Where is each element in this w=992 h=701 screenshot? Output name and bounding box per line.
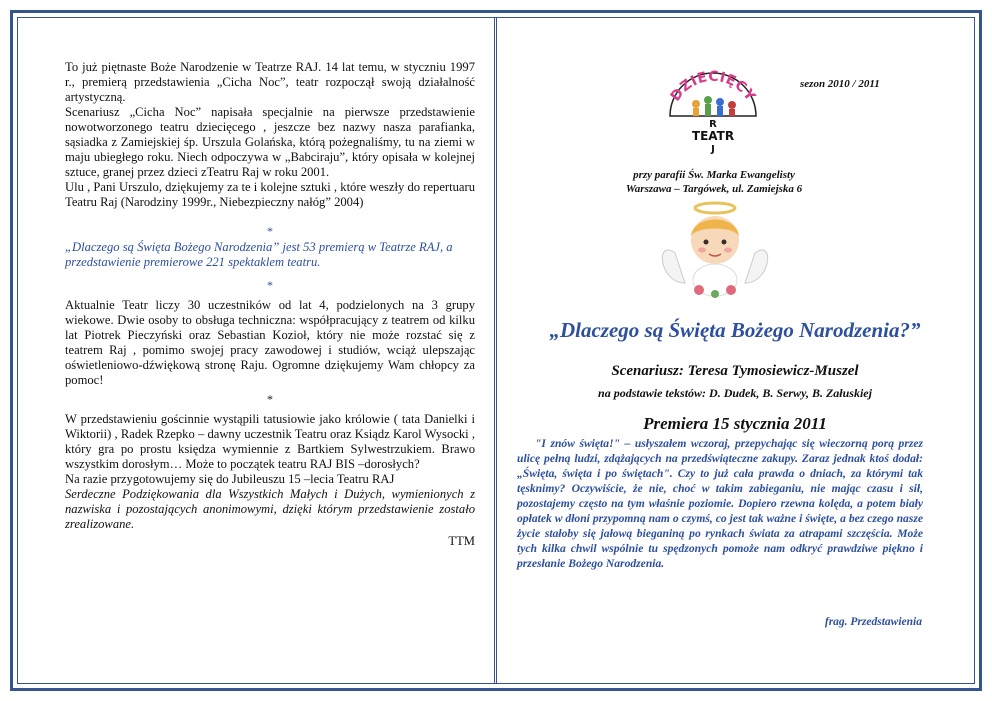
separator-star: * [267, 392, 273, 406]
season-label: sezon 2010 / 2011 [800, 78, 880, 90]
intro-paragraph-1: To już piętnaste Boże Narodzenie w Teatrze RAJ. 14 lat temu, w styczniu 1997 r., premierą przedstawienia „Cicha Noc”, teatr rozpoczął swoją działalność artystyczną. [65, 60, 475, 104]
parish-line-1: przy parafii Św. Marka Ewangelisty [633, 169, 795, 181]
play-title: „Dlaczego są Święta Bożego Narodzenia?” [549, 318, 921, 342]
script-author: Scenariusz: Teresa Tymosiewicz-Muszel [611, 363, 859, 379]
signature: TTM [448, 534, 475, 548]
parish-info [600, 168, 828, 196]
thanks-paragraph: Serdeczne Podziękowania dla Wszystkich Małych i Dużych, wymienionych z nazwiska i pozostających anonimowymi, dzięki którym przedstawienie zostało zrealizowane. [65, 487, 475, 531]
based-on: na podstawie tekstów: D. Dudek, B. Serwy, B. Załuskiej [598, 386, 872, 400]
guests-paragraph: W przedstawieniu gościnnie wystąpili tatusiowie jako królowie ( tata Danielki i Wiktorii) , Radek Rzepko – dawny uczestnik Teatru oraz Ksiądz Karol Wysocki , który gra po prostu księdza wymiennie z Bartkiem Sylwestrzukiem. Brawo wszystkim dorosłym… Może to początek teatru RAJ BIS –dorosłych? [65, 412, 475, 471]
fragment-label: frag. Przedstawienia [824, 616, 922, 628]
left-column [65, 60, 475, 549]
theatre-logo [662, 60, 764, 160]
svg-text:J: J [711, 144, 715, 155]
angel-illustration [655, 198, 775, 302]
premiere-date: Premiera 15 stycznia 2011 [643, 414, 827, 433]
svg-text:TEATR: TEATR [691, 129, 735, 143]
play-excerpt: "I znów święta!" – usłyszałem wczoraj, przepychając się wieczorną porą przez ulicę pełną ludzi, zdążających na przedświąteczne zakupy. Zaraz jednak ktoś dodał: „Święta, święta i po świętach". Czy to już cała prawda o dniach, za którymi tak tęsknimy? Oczywiście, że nie, choć w takim zabieganiu, nie mając czasu i sił, pozostajemy często na tym właśnie poziomie. Dopiero rzewna kolęda, a potem biały opłatek w dłoni przypomną nam o czymś, co jest tak ważne i święte, a bez czego nasze życie stałoby się jałową bieganiną po rynkach świata za atrapami szczęścia. Może tych kilka chwil wspólnie tu spędzonych pomoże nam odkryć prawdziwe piękno i przesłanie Bożego Narodzenia. [517, 437, 923, 570]
svg-text:DZIECIĘCY: DZIECIĘCY [667, 68, 759, 105]
premiere-note: „Dlaczego są Święta Bożego Narodzenia” jest 53 premierą w Teatrze RAJ, a przedstawienie premierowe 221 spektaklem teatru. [65, 240, 453, 269]
parish-line-2: Warszawa – Targówek, ul. Zamiejska 6 [625, 183, 803, 195]
jubilee-paragraph: Na razie przygotowujemy się do Jubileuszu 15 –lecia Teatru RAJ [65, 472, 395, 486]
separator-star: * [267, 278, 273, 292]
intro-paragraph-3: Ulu , Pani Urszulo, dziękujemy za te i kolejne sztuki , które weszły do repertuaru Teatru Raj (Narodziny 1999r., Niebezpieczny nałóg” 2004) [65, 180, 475, 209]
separator-star: * [267, 224, 273, 238]
column-divider [494, 17, 497, 684]
intro-paragraph-2: Scenariusz „Cicha Noc” napisała specjalnie na pierwsze przedstawienie nowotworzonego teatru dziecięcego , jeszcze bez nazwy nasza parafianka, sąsiadka z Zamiejskiej śp. Urszula Golańska, którą pożegnaliśmy, tu na ziemi w maju ubiegłego roku. Niech odpoczywa w „Babciraju”, który opisała w kolejnej sztuce, granej przez dzieci zTeatru Raj w roku 2001. [65, 105, 475, 179]
team-paragraph: Aktualnie Teatr liczy 30 uczestników od lat 4, podzielonych na 3 grupy wiekowe. Dwie osoby to obsługa techniczna: współpracujący z teatrem od kilku lat Piotrek Pieczyński oraz Sebastian Kozioł, który nie może rozstać się z teatrem Raj , pomimo swojej pracy zawodowej i studiów, wciąż ulepszając oświetleniowo-dźwiękową stronę Raju. Ogromne dziękujemy Wam chłopcy za pomoc! [65, 298, 475, 387]
svg-text:R: R [709, 119, 717, 130]
